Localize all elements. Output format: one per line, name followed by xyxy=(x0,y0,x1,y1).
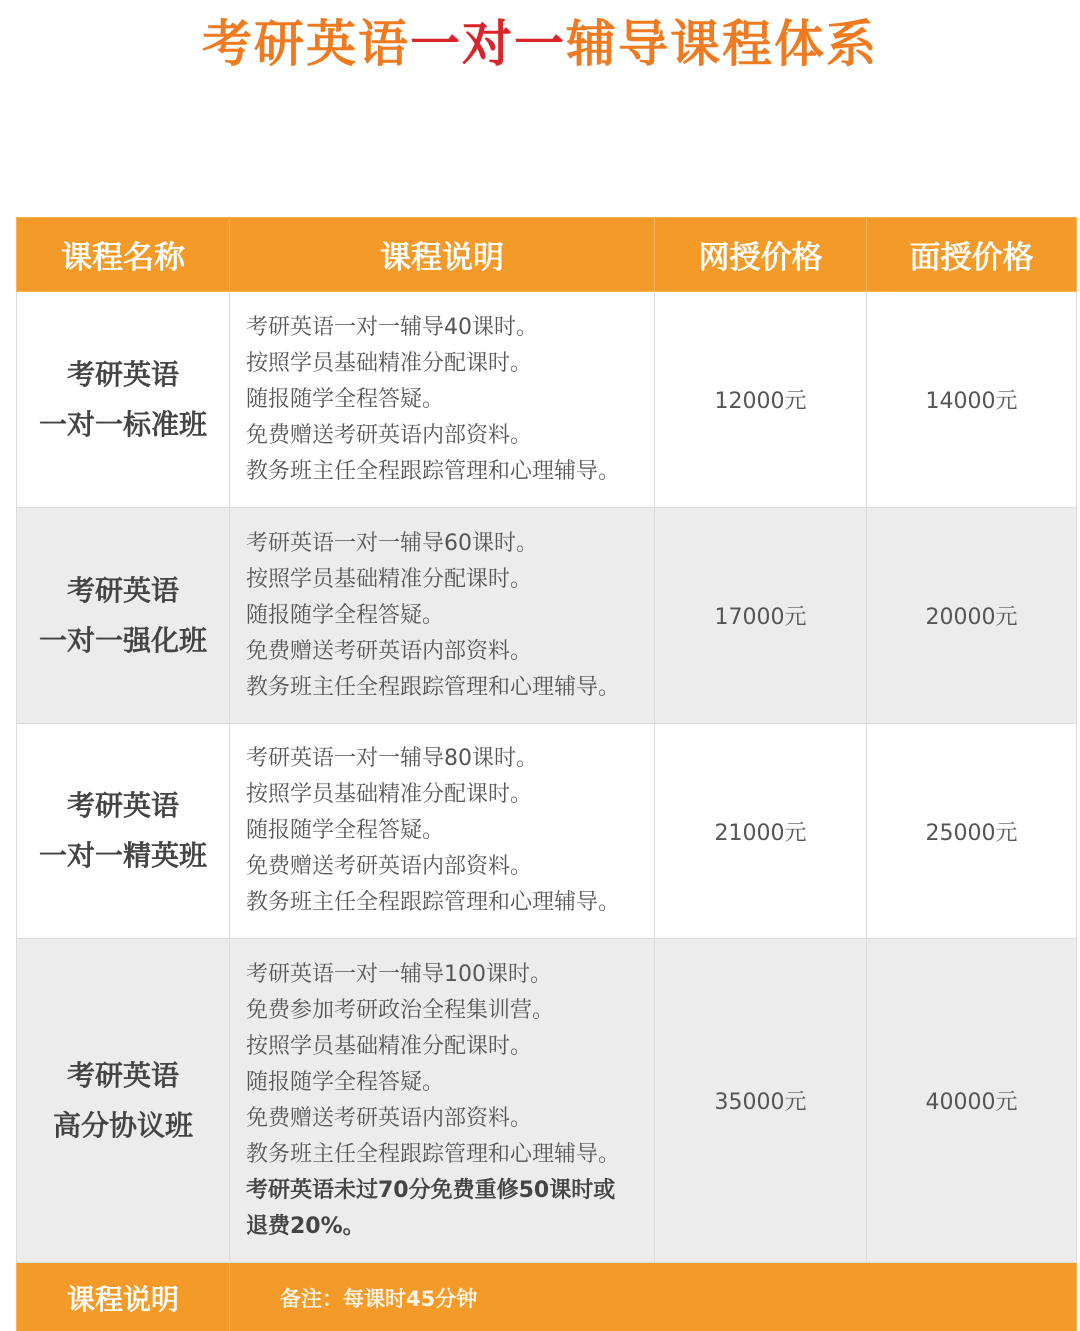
description-line: 按照学员基础精准分配课时。 xyxy=(246,350,533,376)
course-name-cell xyxy=(17,292,230,508)
course-name-line-2: 高分协议班 xyxy=(52,1108,193,1142)
offline-price-cell: 20000元 xyxy=(867,508,1077,724)
table-row xyxy=(17,292,1077,508)
course-name-line-2: 一对一精英班 xyxy=(38,839,207,872)
description-line: 按照学员基础精准分配课时。 xyxy=(246,782,533,807)
description-line: 免费赠送考研英语内部资料。 xyxy=(246,1105,533,1131)
header-course-description: 课程说明 xyxy=(230,218,655,292)
course-description-cell xyxy=(230,508,655,724)
page-title xyxy=(0,14,1080,74)
course-name-cell xyxy=(17,724,230,939)
title-part-3: 辅导课程体系 xyxy=(566,15,878,73)
course-name-line-1: 考研英语 xyxy=(66,1058,179,1092)
description-line: 考研英语一对一辅导80课时。 xyxy=(246,746,538,771)
description-line: 免费赠送考研英语内部资料。 xyxy=(246,854,533,879)
offline-price-cell: 40000元 xyxy=(867,939,1077,1263)
header-course-name: 课程名称 xyxy=(17,218,230,292)
description-line: 随报随学全程答疑。 xyxy=(246,386,445,412)
description-line: 按照学员基础精准分配课时。 xyxy=(246,566,533,592)
title-part-2: 一对一 xyxy=(410,15,566,73)
description-line: 随报随学全程答疑。 xyxy=(246,1069,445,1095)
table-header-row xyxy=(17,218,1077,292)
course-description-cell xyxy=(230,939,655,1263)
course-description-cell xyxy=(230,724,655,939)
course-name-cell xyxy=(17,939,230,1263)
description-line: 教务班主任全程跟踪管理和心理辅导。 xyxy=(246,674,621,700)
description-line: 免费赠送考研英语内部资料。 xyxy=(246,638,533,664)
course-name-line-2: 一对一强化班 xyxy=(38,623,207,657)
offline-price-cell: 14000元 xyxy=(867,292,1077,508)
course-name-line-1: 考研英语 xyxy=(66,573,179,607)
header-offline-price: 面授价格 xyxy=(867,218,1077,292)
description-line: 教务班主任全程跟踪管理和心理辅导。 xyxy=(246,890,621,915)
table-footer-row xyxy=(17,1263,1077,1331)
title-part-1: 考研英语 xyxy=(202,15,410,73)
description-line: 免费参加考研政治全程集训营。 xyxy=(246,997,555,1023)
description-line: 考研英语一对一辅导100课时。 xyxy=(246,961,552,987)
description-line: 随报随学全程答疑。 xyxy=(246,818,445,843)
online-price-cell: 35000元 xyxy=(655,939,867,1263)
footer-note: 备注：每课时45分钟 xyxy=(230,1263,1077,1331)
online-price-cell: 21000元 xyxy=(655,724,867,939)
course-table xyxy=(16,217,1077,1331)
header-online-price: 网授价格 xyxy=(655,218,867,292)
course-name-line-1: 考研英语 xyxy=(66,789,179,822)
description-guarantee-line: 考研英语未过70分免费重修50课时或 xyxy=(246,1177,616,1203)
description-line: 按照学员基础精准分配课时。 xyxy=(246,1033,533,1059)
table-row xyxy=(17,508,1077,724)
course-description-cell xyxy=(230,292,655,508)
course-name-line-2: 一对一标准班 xyxy=(38,407,207,441)
description-line: 免费赠送考研英语内部资料。 xyxy=(246,422,533,448)
online-price-cell: 12000元 xyxy=(655,292,867,508)
table-row xyxy=(17,939,1077,1263)
description-line: 考研英语一对一辅导60课时。 xyxy=(246,530,538,556)
online-price-cell: 17000元 xyxy=(655,508,867,724)
footer-label: 课程说明 xyxy=(17,1263,230,1331)
description-line: 教务班主任全程跟踪管理和心理辅导。 xyxy=(246,1141,621,1167)
description-line: 教务班主任全程跟踪管理和心理辅导。 xyxy=(246,458,621,484)
description-line: 随报随学全程答疑。 xyxy=(246,602,445,628)
course-name-line-1: 考研英语 xyxy=(66,357,179,391)
offline-price-cell: 25000元 xyxy=(867,724,1077,939)
table-row xyxy=(17,724,1077,939)
course-name-cell xyxy=(17,508,230,724)
description-line: 考研英语一对一辅导40课时。 xyxy=(246,314,538,340)
description-guarantee-line: 退费20%。 xyxy=(246,1213,365,1239)
